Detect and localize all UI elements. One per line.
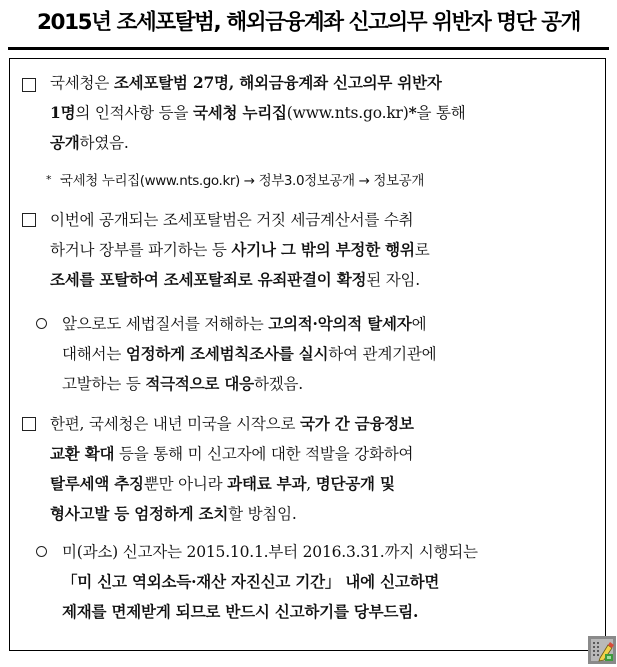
text-span: 에 (411, 315, 427, 333)
text-span: → 정부3.0정보공개 → 정보공개 (239, 173, 424, 189)
paragraph-line: 이번에 공개되는 조세포탈범은 거짓 세금계산서를 수취 (50, 211, 414, 229)
bold-text: 국세청 누리집 (192, 103, 287, 122)
footnote-marker: * (408, 103, 417, 122)
paragraph-line-bold: 「미 신고 역외소득·재산 자진신고 기간」 내에 신고하면 (62, 572, 440, 591)
text-span: 뿐만 아니라 (143, 475, 228, 493)
bold-text: 과태료 부과 (227, 474, 307, 493)
text-span: 앞으로도 세법질서를 저해하는 (62, 315, 269, 333)
paragraph-line (50, 128, 595, 158)
text-span: 국세청은 (50, 74, 114, 92)
bold-text: 조세를 포탈하여 조세포탈죄로 유죄판결이 확정 (50, 270, 367, 289)
nts-website-link[interactable]: (www.nts.go.kr) (139, 173, 240, 189)
text-span: 한편, 국세청은 내년 미국을 시작으로 (50, 415, 300, 433)
bold-text: 고의적·악의적 탈세자 (268, 314, 412, 333)
text-span: 을 통해 (416, 104, 466, 122)
paragraph-future-response (62, 309, 595, 399)
paragraph-line (50, 98, 595, 128)
nts-website-link[interactable]: (www.nts.go.kr) (286, 104, 409, 122)
paragraph-line: 미(과소) 신고자는 2015.10.1.부터 2016.3.31.까지 시행되는 (62, 543, 478, 561)
paragraph-line (50, 469, 595, 499)
bold-text: 교환 확대 (50, 444, 115, 463)
bold-text: 1명 (50, 103, 76, 122)
text-span: 할 방침임. (228, 505, 297, 523)
text-span: 하겠음. (253, 375, 303, 393)
bold-text: 공개 (50, 133, 80, 152)
paragraph-line (50, 409, 595, 439)
text-span: 국세청 누리집 (60, 173, 140, 189)
text-span: 하여 관계기관에 (328, 345, 437, 363)
bold-text: 조세포탈범 27명, 해외금융계좌 신고의무 위반자 (113, 73, 442, 92)
paragraph-tax-evaders (50, 205, 595, 295)
edit-pencil-icon[interactable] (588, 636, 616, 664)
paragraph-line (62, 369, 595, 399)
square-bullet-icon (22, 213, 36, 227)
circle-bullet-icon (36, 546, 47, 557)
paragraph-line (50, 265, 595, 295)
document-title: 2015년 조세포탈범, 해외금융계좌 신고의무 위반자 명단 공개 (36, 10, 580, 35)
paragraph-line (62, 309, 595, 339)
text-span: 고발하는 등 (62, 375, 146, 393)
text-span: 의 인적사항 등을 (75, 104, 193, 122)
text-span: 로 (414, 241, 430, 259)
text-span: 하거나 장부를 파기하는 등 (50, 241, 232, 259)
bold-text: 형사고발 등 엄정하게 조치 (50, 504, 229, 523)
text-span: 된 자임. (366, 271, 421, 289)
bold-text: 탈루세액 추징 (50, 474, 144, 493)
bold-text: 엄정하게 조세범칙조사를 실시 (125, 344, 329, 363)
paragraph-voluntary-reporting (62, 537, 595, 627)
title-underline (8, 47, 609, 50)
footnote-navigation-path (46, 170, 596, 191)
paragraph-line (50, 499, 595, 529)
bold-text: 국가 간 금융정보 (299, 414, 414, 433)
paragraph-disclosure (50, 68, 595, 158)
bold-text: 명단공개 및 (315, 474, 395, 493)
bold-text: 적극적으로 대응 (145, 374, 254, 393)
footnote-star: * (46, 173, 52, 186)
square-bullet-icon (22, 417, 36, 431)
square-bullet-icon (22, 78, 36, 92)
text-span: 하였음. (79, 134, 129, 152)
text-span: 등을 통해 미 신고자에 대한 적발을 강화하여 (114, 445, 414, 463)
paragraph-line (62, 339, 595, 369)
paragraph-information-exchange (50, 409, 595, 529)
text-span: , (306, 475, 316, 493)
circle-bullet-icon (36, 318, 47, 329)
paragraph-line (50, 235, 595, 265)
paragraph-line (50, 439, 595, 469)
paragraph-line (50, 68, 595, 98)
paragraph-line-bold: 제재를 면제받게 되므로 반드시 신고하기를 당부드림. (62, 602, 419, 621)
bold-text: 사기나 그 밖의 부정한 행위 (231, 240, 415, 259)
text-span: 대해서는 (62, 345, 126, 363)
